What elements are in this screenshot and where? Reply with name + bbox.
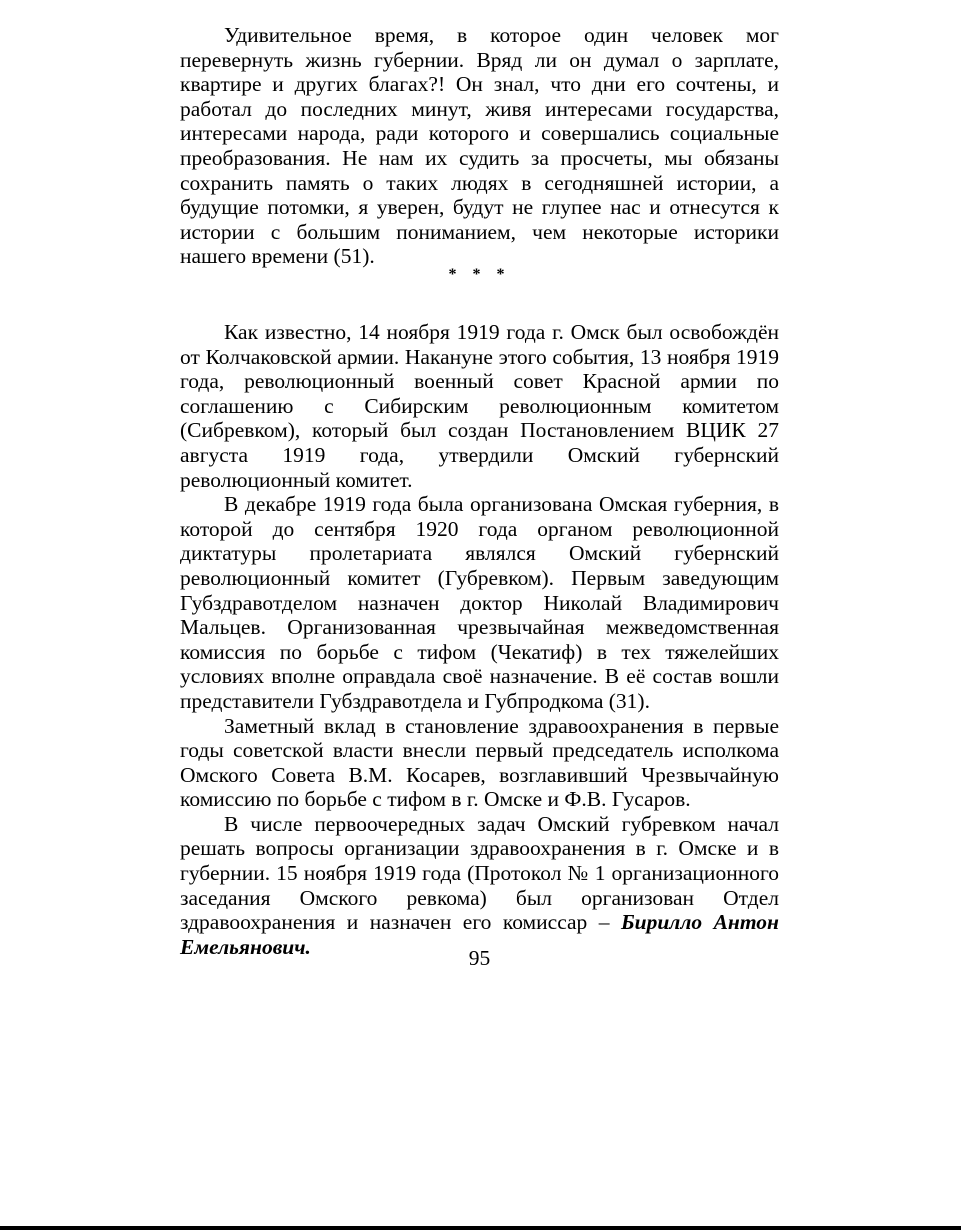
paragraph: Удивительное время, в которое один человек мог перевернуть жизнь губернии. Вряд ли он думал о зарплате, квартире и других благах?! Он знал, что дни его сочтены, и работал до последних минут, живя интересами государства, интересами народа, ради которого и совершались социальные преобразования. Не нам их судить за просчеты, мы обязаны сохранить память о таких людях в сегодняшней истории, а будущие потомки, я уверен, будут не глупее нас и отнесутся к истории с большим пониманием, чем некоторые историки нашего времени (51).: [180, 23, 779, 269]
text-block-main: [180, 320, 779, 959]
paragraph: Заметный вклад в становление здравоохранения в первые годы советской власти внесли первый председатель исполкома Омского Совета В.М. Косарев, возглавивший Чрезвычайную комиссию по борьбе с тифом в г. Омске и Ф.В. Гусаров.: [180, 713, 779, 812]
scan-edge-line: [0, 1226, 961, 1230]
paragraph-text: В числе первоочередных задач Омский губревком начал решать вопросы организации здравоохранения в г. Омске и в губернии. 15 ноября 1919 года (Протокол № 1 организационного заседания Омского ревкома) был организован Отдел здравоохранения и назначен его комиссар –: [180, 811, 779, 935]
page-number: 95: [468, 946, 491, 970]
paragraph: Как известно, 14 ноября 1919 года г. Омск был освобождён от Колчаковской армии. Накануне этого события, 13 ноября 1919 года, революционный военный совет Красной армии по соглашению с Сибирским революционным комитетом (Сибревком), который был создан Постановлением ВЦИК 27 августа 1919 года, утвердили Омский губернский революционный комитет.: [180, 320, 779, 492]
commissar-name: Бирилло Антон Емельянович.: [180, 910, 779, 959]
paragraph-last: [180, 812, 779, 960]
section-separator: * * *: [448, 266, 511, 283]
text-block-top: [180, 23, 779, 269]
paragraph: В декабре 1919 года была организована Омская губерния, в которой до сентября 1920 года органом революционной диктатуры пролетариата являлся Омский губернский революционный комитет (Губревком). Первым заведующим Губздравотделом назначен доктор Николай Владимирович Мальцев. Организованная чрезвычайная межведомственная комиссия по борьбе с тифом (Чекатиф) в тех тяжелейших условиях вполне оправдала своё назначение. В её состав вошли представители Губздравотдела и Губпродкома (31).: [180, 492, 779, 713]
